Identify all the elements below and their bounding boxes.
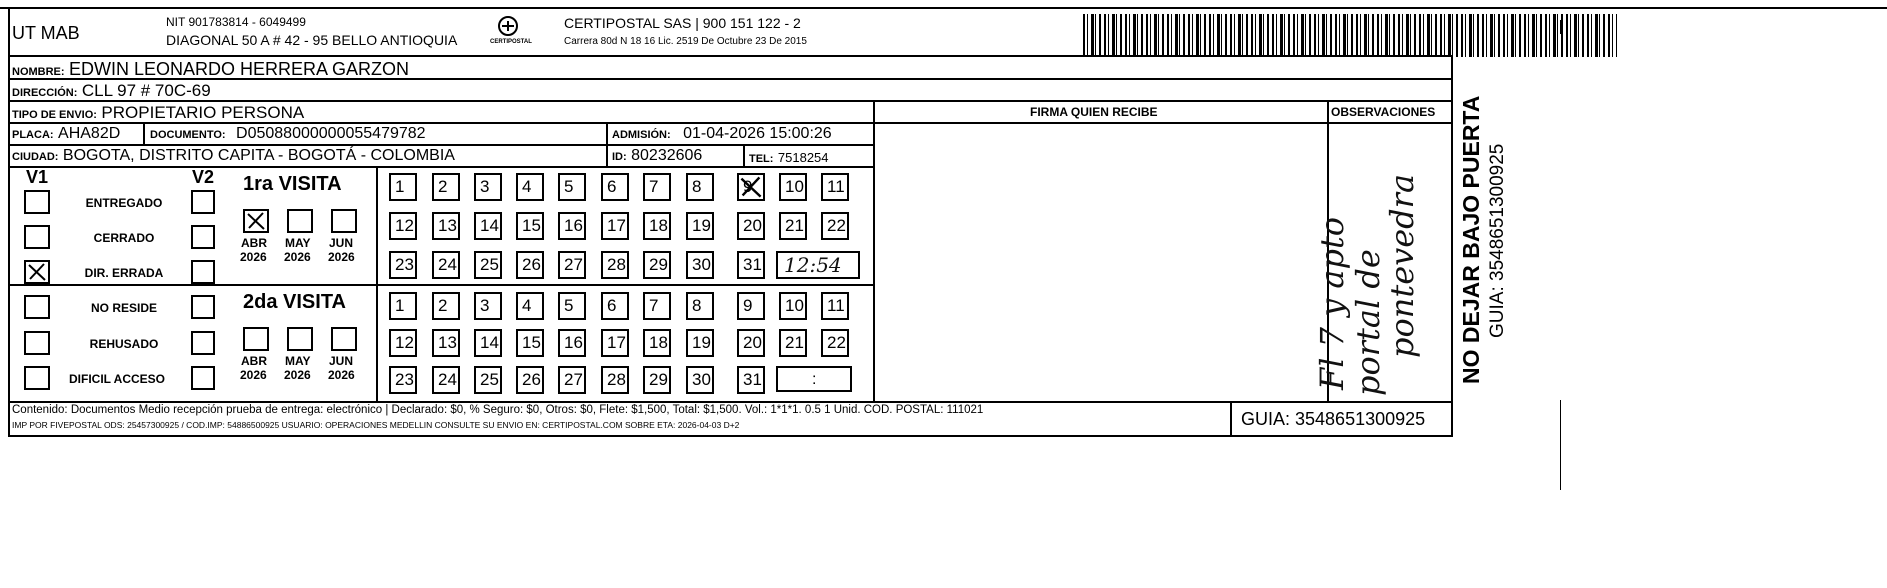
logo-text: CERTIPOSTAL <box>490 39 532 45</box>
day-box[interactable]: 25 <box>474 366 502 394</box>
city-label: CIUDAD: <box>12 151 59 163</box>
day-box[interactable]: 16 <box>558 212 586 240</box>
month-checkbox[interactable] <box>287 209 313 233</box>
month-label: ABR <box>241 236 267 250</box>
signature-header: FIRMA QUIEN RECIBE <box>1030 105 1158 119</box>
day-box[interactable]: 18 <box>643 212 671 240</box>
day-box[interactable]: 4 <box>516 292 544 320</box>
v2-label: V2 <box>192 167 215 187</box>
day-box[interactable]: 31 <box>737 366 765 394</box>
day-box[interactable]: 22 <box>821 212 849 240</box>
check-mark-icon <box>245 211 267 231</box>
month-label: MAY <box>285 236 311 250</box>
day-box[interactable]: 28 <box>601 366 629 394</box>
day-box[interactable]: 20 <box>737 329 765 357</box>
day-box[interactable]: 1 <box>389 292 417 320</box>
day-box[interactable]: 9 <box>737 173 765 201</box>
year-label: 2026 <box>328 250 355 264</box>
name-label: NOMBRE: <box>12 66 65 78</box>
month-label: JUN <box>329 236 354 250</box>
day-box[interactable]: 14 <box>474 329 502 357</box>
status-label: NO RESIDE <box>90 301 157 315</box>
day-box[interactable]: 6 <box>601 173 629 201</box>
side-guia: GUIA: 3548651300925 <box>1487 143 1508 338</box>
id-value: 80232606 <box>631 147 703 164</box>
left-border <box>8 7 10 437</box>
tel-row <box>749 150 829 166</box>
second-visit-time: : <box>812 371 817 388</box>
day-box[interactable]: 15 <box>516 212 544 240</box>
day-box[interactable]: 2 <box>432 173 460 201</box>
day-box[interactable]: 6 <box>601 292 629 320</box>
year-label: 2026 <box>328 368 355 382</box>
day-box[interactable]: 29 <box>643 251 671 279</box>
year-label: 2026 <box>240 368 267 382</box>
recipient-name-row <box>12 60 409 79</box>
status-label: DIFICIL ACCESO <box>68 372 165 386</box>
day-box[interactable]: 10 <box>779 173 807 201</box>
day-box[interactable]: 19 <box>686 329 714 357</box>
grid-line <box>743 144 745 166</box>
document-label: DOCUMENTO: <box>150 129 226 141</box>
day-box[interactable]: 13 <box>432 212 460 240</box>
year-label: 2026 <box>284 368 311 382</box>
grid-line <box>8 100 1453 102</box>
day-box[interactable]: 3 <box>474 292 502 320</box>
month-checkbox[interactable] <box>287 327 313 351</box>
grid-line <box>875 122 1451 124</box>
day-box[interactable]: 10 <box>779 292 807 320</box>
company-nit: NIT 901783814 - 6049499 <box>166 15 306 29</box>
side-warning: NO DEJAR BAJO PUERTA <box>1458 95 1484 384</box>
day-box[interactable]: 17 <box>601 329 629 357</box>
month-label: MAY <box>285 354 311 368</box>
v2-checkbox[interactable] <box>191 190 215 214</box>
day-box[interactable]: 15 <box>516 329 544 357</box>
grid-line <box>606 122 608 166</box>
day-box[interactable]: 14 <box>474 212 502 240</box>
plate-row <box>12 126 120 142</box>
id-label: ID: <box>612 151 627 163</box>
barcode <box>1083 14 1617 57</box>
day-box[interactable]: 4 <box>516 173 544 201</box>
day-box[interactable]: 26 <box>516 251 544 279</box>
document-value: D05088000000055479782 <box>236 125 426 142</box>
day-box[interactable]: 29 <box>643 366 671 394</box>
day-box[interactable]: 17 <box>601 212 629 240</box>
city-value: BOGOTA, DISTRITO CAPITA - BOGOTÁ - COLOMBIA <box>62 147 455 164</box>
day-box[interactable]: 12 <box>389 212 417 240</box>
day-box[interactable]: 24 <box>432 251 460 279</box>
day-box[interactable]: 8 <box>686 173 714 201</box>
status-label: ENTREGADO <box>85 196 163 210</box>
edge-mark <box>1560 20 1562 34</box>
admission-row <box>612 126 832 142</box>
tel-value: 7518254 <box>777 150 829 165</box>
grid-line <box>376 166 378 402</box>
year-label: 2026 <box>240 250 267 264</box>
observation-line-2: portal de <box>1349 249 1387 396</box>
plate-label: PLACA: <box>12 129 54 141</box>
plate-value: AHA82D <box>58 125 121 142</box>
day-box[interactable]: 2 <box>432 292 460 320</box>
status-label: CERRADO <box>93 231 155 245</box>
day-box[interactable]: 5 <box>558 173 586 201</box>
company-address: DIAGONAL 50 A # 42 - 95 BELLO ANTIOQUIA <box>166 32 458 48</box>
grid-line <box>8 284 874 286</box>
v1-checkbox[interactable] <box>24 190 50 214</box>
address-value: CLL 97 # 70C-69 <box>81 81 211 100</box>
day-box[interactable]: 5 <box>558 292 586 320</box>
footer-guia: GUIA: 3548651300925 <box>1241 409 1426 429</box>
day-box[interactable]: 11 <box>821 292 849 320</box>
certipostal-logo <box>488 15 532 47</box>
year-label: 2026 <box>284 250 311 264</box>
top-border <box>0 7 1887 9</box>
check-mark-icon <box>739 175 763 199</box>
v2-checkbox[interactable] <box>191 260 215 284</box>
grid-line <box>143 122 145 144</box>
grid-line <box>8 166 874 168</box>
status-label: DIR. ERRADA <box>84 266 164 280</box>
day-box[interactable]: 8 <box>686 292 714 320</box>
first-visit-time-box[interactable] <box>776 251 860 279</box>
day-box[interactable]: 9 <box>737 292 765 320</box>
edge-mark <box>1560 400 1561 490</box>
grid-line <box>1230 401 1232 437</box>
observations-header: OBSERVACIONES <box>1331 105 1436 119</box>
check-mark-icon <box>26 262 48 282</box>
company-name: UT MAB <box>12 23 80 43</box>
month-checkbox[interactable] <box>331 327 357 351</box>
document-row <box>150 126 426 142</box>
day-box[interactable]: 7 <box>643 292 671 320</box>
v1-checkbox[interactable] <box>24 331 50 355</box>
day-box[interactable]: 21 <box>779 329 807 357</box>
day-box[interactable]: 7 <box>643 173 671 201</box>
day-box[interactable]: 21 <box>779 212 807 240</box>
courier-name: CERTIPOSTAL SAS | 900 151 122 - 2 <box>564 15 801 31</box>
footer-print-line: IMP POR FIVEPOSTAL ODS: 25457300925 / COD.IMP: 54886500925 USUARIO: OPERACIONES MEDELLIN CONSULTE SU ENVIO EN: CERTIPOSTAL.COM SOBRE ETA: 2026-04-03 D+2 <box>12 420 740 430</box>
day-box[interactable]: 11 <box>821 173 849 201</box>
grid-line <box>8 55 1453 57</box>
day-box[interactable]: 20 <box>737 212 765 240</box>
v1-checkbox[interactable] <box>24 225 50 249</box>
city-row <box>12 148 455 164</box>
day-box[interactable]: 30 <box>686 251 714 279</box>
grid-line <box>873 100 875 402</box>
status-label: REHUSADO <box>89 337 159 351</box>
v2-checkbox[interactable] <box>191 225 215 249</box>
footer-content-line: Contenido: Documentos Medio recepción prueba de entrega: electrónico | Declarado: $0, % Seguro: $0, Otros: $0, Flete: $1,500, Total: $1,500. Vol.: 1*1*1. 0.5 1 Unid. COD. POSTAL: 111021 <box>12 404 984 416</box>
recipient-address-row <box>12 82 211 100</box>
grid-line <box>8 401 1453 403</box>
day-box[interactable]: 25 <box>474 251 502 279</box>
v2-checkbox[interactable] <box>191 295 215 319</box>
tel-label: TEL: <box>749 153 774 165</box>
id-row <box>612 148 702 164</box>
month-checkbox[interactable] <box>243 327 269 351</box>
day-box[interactable]: 3 <box>474 173 502 201</box>
day-box[interactable]: 27 <box>558 366 586 394</box>
first-visit-title: 1ra VISITA <box>243 173 342 195</box>
day-box[interactable]: 22 <box>821 329 849 357</box>
address-label: DIRECCIÓN: <box>12 87 78 99</box>
day-box[interactable]: 13 <box>432 329 460 357</box>
day-box[interactable]: 23 <box>389 366 417 394</box>
day-box[interactable]: 28 <box>601 251 629 279</box>
grid-line <box>1451 55 1453 437</box>
grid-line <box>8 435 1453 437</box>
courier-license: Carrera 80d N 18 16 Lic. 2519 De Octubre 23 De 2015 <box>564 36 807 47</box>
admission-value: 01-04-2026 15:00:26 <box>683 125 832 142</box>
v1-checkbox[interactable] <box>24 295 50 319</box>
name-value: EDWIN LEONARDO HERRERA GARZON <box>69 59 410 79</box>
month-label: ABR <box>241 354 267 368</box>
day-box[interactable]: 12 <box>389 329 417 357</box>
type-label: TIPO DE ENVIO: <box>12 109 97 121</box>
second-visit-title: 2da VISITA <box>243 291 346 313</box>
type-value: PROPIETARIO PERSONA <box>101 103 305 122</box>
v2-checkbox[interactable] <box>191 331 215 355</box>
day-box[interactable]: 1 <box>389 173 417 201</box>
v2-checkbox[interactable] <box>191 366 215 390</box>
day-box[interactable]: 23 <box>389 251 417 279</box>
v1-label: V1 <box>26 167 49 187</box>
month-checkbox[interactable] <box>243 209 269 233</box>
shipment-type-row <box>12 104 304 122</box>
second-visit-time-box[interactable] <box>776 366 852 392</box>
first-visit-time: 12:54 <box>784 253 842 277</box>
observation-line-1: Fl 7 y apto <box>1313 216 1351 390</box>
day-box[interactable]: 31 <box>737 251 765 279</box>
month-label: JUN <box>329 354 354 368</box>
day-box[interactable]: 30 <box>686 366 714 394</box>
v1-checkbox[interactable] <box>24 366 50 390</box>
day-box[interactable]: 27 <box>558 251 586 279</box>
day-box[interactable]: 26 <box>516 366 544 394</box>
day-box[interactable]: 16 <box>558 329 586 357</box>
admission-label: ADMISIÓN: <box>612 129 671 141</box>
day-box[interactable]: 18 <box>643 329 671 357</box>
observation-line-3: pontevedra <box>1383 173 1421 358</box>
v1-checkbox[interactable] <box>24 260 50 284</box>
day-box[interactable]: 19 <box>686 212 714 240</box>
month-checkbox[interactable] <box>331 209 357 233</box>
day-box[interactable]: 24 <box>432 366 460 394</box>
